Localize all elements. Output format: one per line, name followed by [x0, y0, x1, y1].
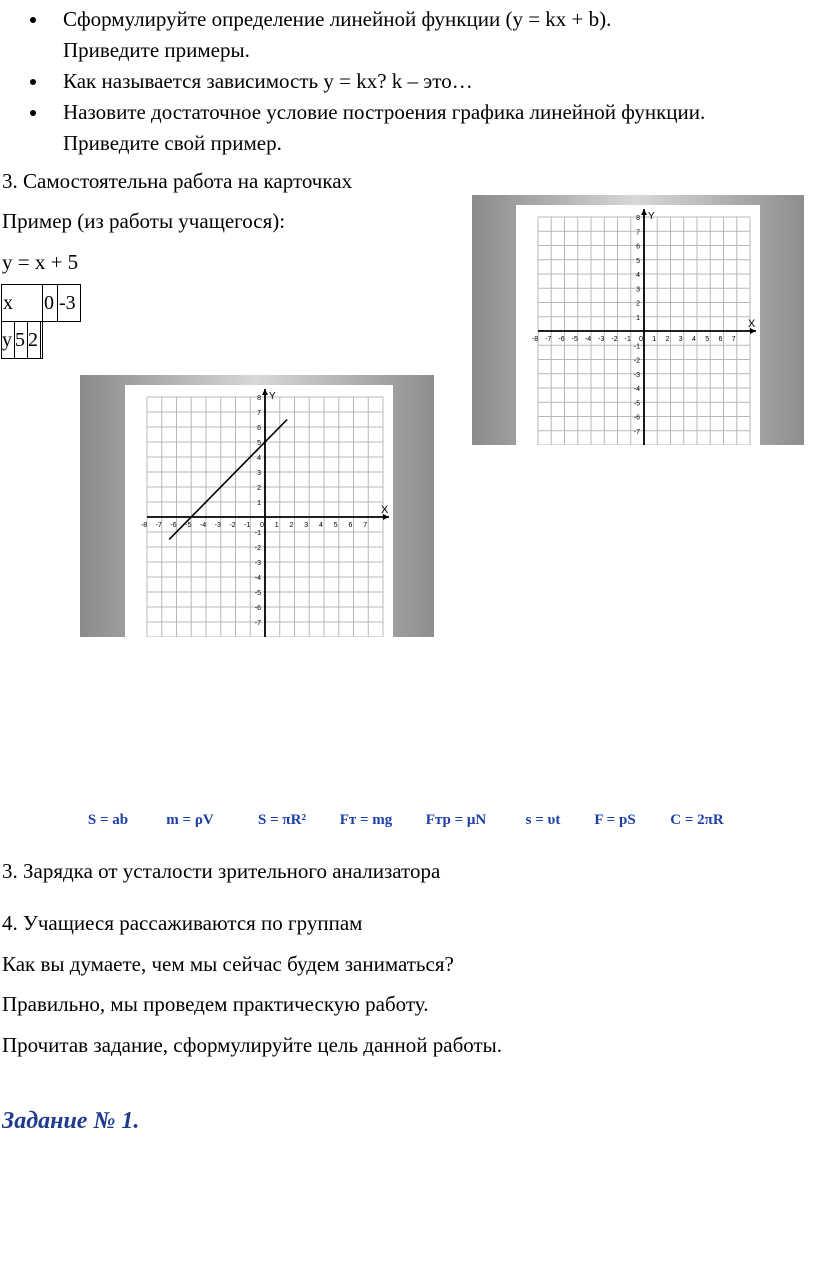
formula: m = ρV [166, 812, 214, 828]
x-tick-label: 3 [304, 522, 309, 529]
x-tick-label: 2 [289, 522, 294, 529]
y-tick-label: -5 [254, 590, 261, 597]
formula: Fт = mg [339, 812, 393, 828]
x-tick-label: -7 [545, 336, 552, 343]
x-axis-label: X [381, 504, 389, 516]
equation: y = x + 5 [2, 250, 79, 274]
question-line: Назовите достаточное условие построения графика линейной функции. [63, 100, 706, 124]
y-tick-label: -1 [633, 343, 640, 351]
question-line: Сформулируйте определение линейной функции (y = kx + b). [63, 7, 612, 31]
x-tick-label: -7 [155, 522, 162, 529]
formula: S = ab [87, 812, 129, 828]
x-tick-label: 6 [348, 522, 353, 529]
formula: s = υt [525, 812, 561, 828]
table-cell [2, 322, 43, 359]
paragraph: Прочитав задание, сформулируйте цель данной работы. [2, 1033, 503, 1057]
table-cell-text: y [2, 322, 15, 358]
x-tick-label: -3 [598, 336, 605, 343]
table-cell: 0 [43, 285, 58, 322]
formula: Fтр = μN [425, 812, 487, 828]
section-heading: 3. Зарядка от усталости зрительного анализатора [2, 859, 441, 883]
y-tick-label: 3 [257, 470, 261, 477]
x-tick-label: -5 [185, 522, 192, 529]
bullet-icon [30, 110, 36, 116]
x-tick-label: -6 [170, 522, 177, 529]
y-tick-label: -2 [254, 545, 261, 552]
paragraph: Как вы думаете, чем мы сейчас будем заниматься? [2, 952, 454, 976]
y-tick-label: 5 [636, 257, 640, 265]
bullet-icon [30, 79, 36, 85]
y-tick-label: -3 [254, 560, 261, 567]
question-line: Приведите примеры. [63, 38, 250, 62]
grid-paper [125, 385, 393, 637]
y-tick-label: 8 [636, 215, 640, 222]
x-tick-label: -6 [558, 336, 565, 343]
y-tick-label: 6 [636, 243, 640, 251]
table-cell-text: 2 [28, 322, 41, 358]
y-tick-label: -6 [254, 605, 261, 612]
x-tick-label: 2 [665, 336, 670, 343]
y-tick-label: 2 [636, 300, 640, 308]
y-tick-label: -4 [633, 386, 640, 393]
table-cell: -3 [58, 285, 81, 322]
y-axis-label: Y [648, 211, 655, 222]
table-cell: x [2, 285, 43, 322]
y-tick-label: -6 [633, 414, 640, 422]
coordinate-plane [472, 195, 804, 445]
x-tick-label: -8 [140, 522, 148, 529]
coordinate-plane [80, 375, 434, 637]
x-tick-label: 4 [692, 336, 696, 343]
x-tick-label: -4 [584, 336, 592, 343]
values-table [1, 284, 81, 359]
x-tick-label: -3 [214, 522, 221, 529]
x-tick-label: 0 [260, 522, 264, 529]
line-graph-card [80, 375, 434, 637]
x-tick-label: 3 [678, 336, 683, 343]
y-tick-label: 5 [257, 440, 261, 447]
y-tick-label: 8 [257, 395, 261, 402]
x-tick-label: -1 [624, 336, 631, 343]
table-row [2, 322, 81, 359]
y-tick-label: 3 [636, 286, 640, 294]
x-tick-label: -4 [199, 522, 207, 529]
x-tick-label: 7 [363, 522, 368, 529]
bullet-icon [30, 17, 36, 23]
empty-graph-card [472, 195, 804, 445]
y-tick-label: -7 [633, 428, 640, 436]
y-tick-label: -3 [633, 371, 640, 379]
y-tick-label: 2 [257, 485, 261, 492]
question-line: Приведите свой пример. [63, 131, 282, 155]
formula: C = 2πR [670, 812, 724, 828]
y-axis-label: Y [269, 391, 276, 402]
y-tick-label: -4 [254, 575, 261, 582]
table-cell-text: 5 [15, 322, 28, 358]
x-tick-label: 1 [274, 522, 279, 529]
question-item [0, 4, 816, 66]
y-tick-label: 7 [257, 410, 261, 417]
x-tick-label: 5 [705, 336, 710, 343]
x-tick-label: -2 [229, 522, 236, 529]
x-tick-label: 1 [652, 336, 657, 343]
y-tick-label: 1 [257, 500, 261, 507]
y-tick-label: 6 [257, 425, 261, 432]
question-item [0, 66, 816, 97]
section-heading: 4. Учащиеся рассаживаются по группам [2, 911, 363, 935]
x-tick-label: -8 [531, 336, 539, 343]
x-tick-label: 0 [639, 336, 643, 343]
y-tick-label: 4 [636, 272, 640, 279]
x-tick-label: 4 [319, 522, 323, 529]
formula: F = pS [594, 812, 636, 828]
x-tick-label: -1 [244, 522, 251, 529]
y-tick-label: 7 [636, 229, 640, 237]
x-tick-label: -5 [571, 336, 578, 343]
x-tick-label: 5 [333, 522, 338, 529]
formula: S = πR² [258, 812, 306, 828]
y-tick-label: -1 [254, 530, 261, 537]
y-tick-label: -2 [633, 357, 640, 365]
table-row [2, 285, 81, 322]
assignment-heading: Задание № 1. [2, 1108, 140, 1134]
physics-formulas [0, 802, 816, 836]
x-tick-label: -2 [611, 336, 618, 343]
paragraph: Правильно, мы проведем практическую работу. [2, 992, 429, 1016]
example-label: Пример (из работы учащегося): [2, 209, 286, 233]
y-tick-label: 4 [257, 455, 261, 462]
y-tick-label: -5 [633, 400, 640, 408]
question-list [0, 0, 816, 155]
y-tick-label: 1 [636, 314, 640, 322]
x-tick-label: 6 [718, 336, 723, 343]
question-line: Как называется зависимость y = kx? k – это… [63, 69, 473, 93]
y-tick-label: -7 [254, 620, 261, 627]
x-axis-label: X [748, 318, 756, 330]
x-tick-label: 7 [731, 336, 736, 343]
section-heading: 3. Самостоятельна работа на карточках [2, 169, 353, 193]
question-item [0, 97, 816, 159]
